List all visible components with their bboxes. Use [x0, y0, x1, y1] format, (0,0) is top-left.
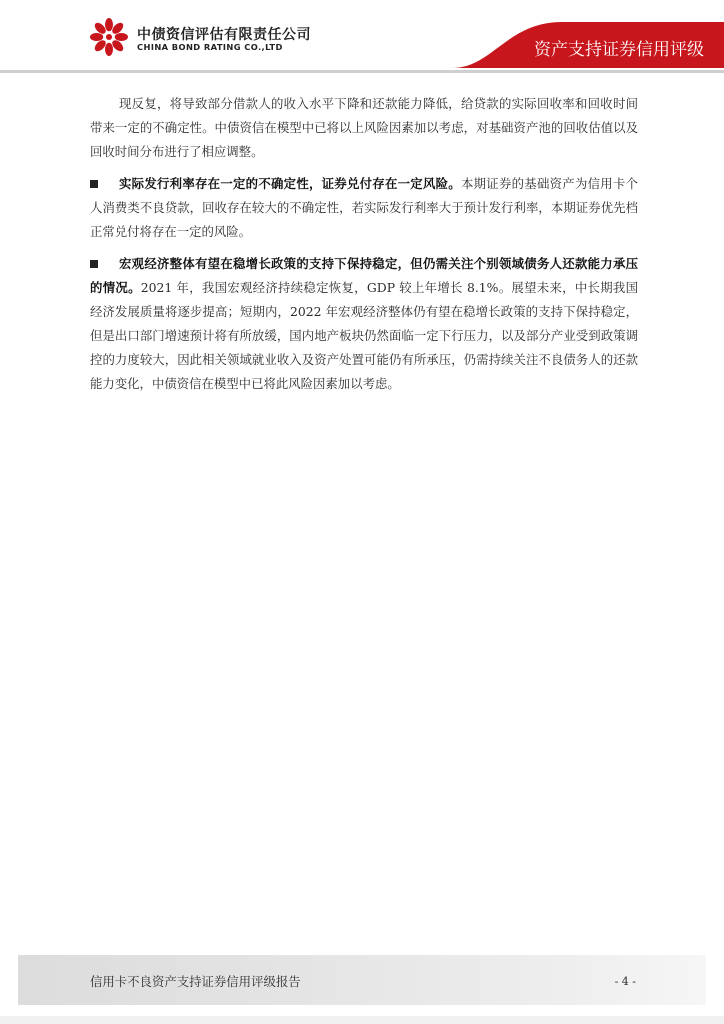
risk-paragraph	[90, 252, 638, 396]
continuation-paragraph: 现反复，将导致部分借款人的收入水平下降和还款能力降低，给贷款的实际回收率和回收时间带来一定的不确定性。中债资信在模型中已将以上风险因素加以考虑，对基础资产池的回收估值以及回收时间分布进行了相应调整。	[90, 96, 638, 159]
company-name-en: CHINA BOND RATING CO.,LTD	[137, 42, 283, 52]
square-bullet-icon	[90, 260, 98, 268]
scan-edge	[0, 1016, 724, 1024]
risk-heading: 实际发行利率存在一定的不确定性，证券兑付存在一定风险。	[119, 176, 461, 191]
page-header	[0, 0, 724, 72]
page-footer	[18, 955, 706, 1005]
report-category-banner: 资产支持证券信用评级	[534, 40, 704, 60]
page-number: - 4 -	[614, 975, 636, 988]
report-body	[90, 92, 638, 404]
risk-paragraph	[90, 172, 638, 244]
risk-text: 2021 年，我国宏观经济持续稳定恢复，GDP 较上年增长 8.1%。展望未来，中长期我国经济发展质量将逐步提高；短期内，2022 年宏观经济整体仍有望在稳增长政策的支持下保持稳定，但是出口部门增速预计将有所放缓，国内地产板块仍然面临一定下行压力，以及部分产业受到政策调控的力度较大，因此相关领域就业收入及资产处置可能仍有所承压，仍需持续关注不良债务人的还款能力变化，中债资信在模型中已将此风险因素加以考虑。	[90, 280, 639, 391]
risk-item	[90, 172, 638, 244]
square-bullet-icon	[90, 180, 98, 188]
header-divider	[0, 70, 724, 73]
risk-text: 本期证券的基础资产为信用卡个人消费类不良贷款，回收存在较大的不确定性，若实际发行利率大于预计发行利率，本期证券优先档正常兑付将存在一定的风险。	[90, 176, 639, 239]
risk-heading: 宏观经济整体有望在稳增长政策的支持下保持稳定，但仍需关注个别领域债务人还款能力承压的情况。	[90, 256, 638, 295]
risk-item	[90, 252, 638, 396]
company-logo-icon	[90, 18, 128, 56]
report-title: 信用卡不良资产支持证券信用评级报告	[90, 974, 301, 989]
company-name-cn: 中债资信评估有限责任公司	[137, 27, 311, 43]
